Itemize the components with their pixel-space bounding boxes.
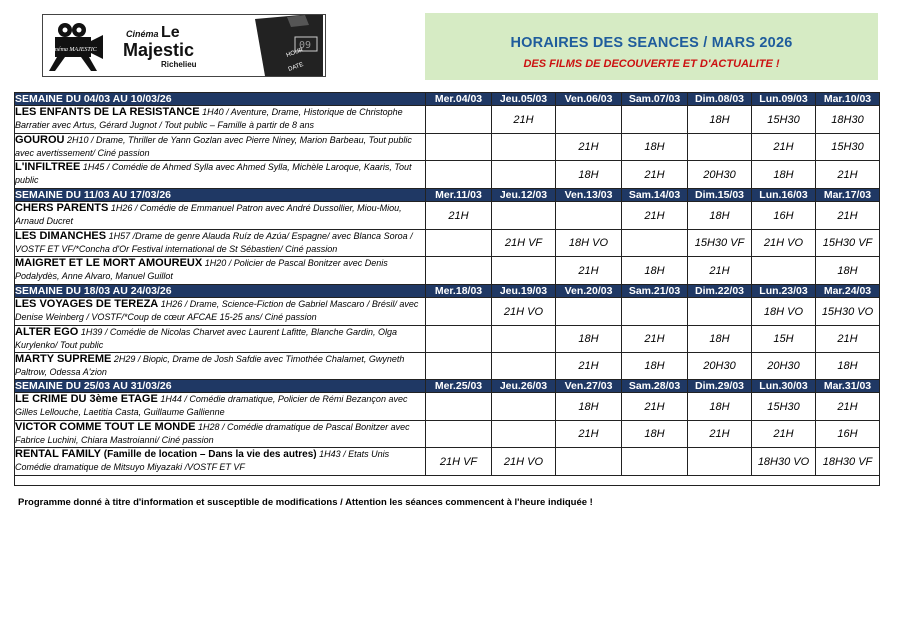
showtime-cell: 21H VF [492, 230, 556, 257]
showtime-cell: 16H [816, 421, 880, 448]
day-header: Sam.21/03 [622, 285, 688, 298]
showtime-cell [556, 448, 622, 476]
showtime-cell: 21H [622, 393, 688, 421]
showtime-cell: 15H30 [752, 106, 816, 134]
showtime-cell [426, 393, 492, 421]
film-row [15, 134, 880, 161]
showtime-cell [492, 161, 556, 189]
film-title: GOUROU [15, 134, 65, 146]
showtime-cell: 21H [492, 106, 556, 134]
film-title: CHERS PARENTS [15, 202, 109, 214]
showtime-cell: 21H [622, 326, 688, 353]
showtime-cell: 18H [688, 393, 752, 421]
showtime-cell: 18H [688, 326, 752, 353]
week-label: SEMAINE DU 25/03 AU 31/03/26 [15, 380, 426, 393]
showtime-cell: 21H [556, 353, 622, 380]
day-header: Lun.09/03 [752, 93, 816, 106]
reel-text: Cinéma MAJESTIC [49, 47, 97, 53]
showtime-cell: 21H [622, 161, 688, 189]
showtime-cell: 15H30 [816, 134, 880, 161]
showtime-cell: 20H30 [688, 353, 752, 380]
film-info [15, 353, 426, 380]
film-info [15, 393, 426, 421]
week-header-row [15, 93, 880, 106]
day-header: Lun.23/03 [752, 285, 816, 298]
footer-note: Programme donné à titre d'information et susceptible de modifications / Attention les séances commencent à l'heure indiquée ! [18, 497, 593, 508]
showtime-cell: 18H [622, 353, 688, 380]
film-info [15, 106, 426, 134]
showtime-cell [426, 230, 492, 257]
showtime-cell: 18H30 VO [752, 448, 816, 476]
showtime-cell [622, 298, 688, 326]
day-header: Ven.06/03 [556, 93, 622, 106]
film-title: LES DIMANCHES [15, 230, 107, 242]
brand-le: Le [161, 24, 180, 41]
showtime-cell: 21H VO [752, 230, 816, 257]
film-info [15, 421, 426, 448]
showtime-cell: 20H30 [688, 161, 752, 189]
showtime-cell [426, 106, 492, 134]
film-subtitle: (Famille de location – Dans la vie des autres) [100, 449, 317, 460]
film-row [15, 257, 880, 285]
svg-text:DATE: DATE [287, 61, 305, 73]
showtime-cell: 18H [622, 257, 688, 285]
film-info [15, 448, 426, 476]
film-row [15, 421, 880, 448]
day-header: Jeu.12/03 [492, 189, 556, 202]
film-description: 1H39 / Comédie de Nicolas Charvet avec Laurent Lafitte, Blanche Gardin, Olga Kurylenko/ Tout public [15, 327, 398, 350]
showtime-cell: 21H VF [426, 448, 492, 476]
day-header: Mar.17/03 [816, 189, 880, 202]
day-header: Sam.14/03 [622, 189, 688, 202]
day-header: Jeu.05/03 [492, 93, 556, 106]
week-label: SEMAINE DU 18/03 AU 24/03/26 [15, 285, 426, 298]
film-description: 1H45 / Comédie de Ahmed Sylla avec Ahmed Sylla, Michèle Laroque, Kaaris, Tout public [15, 162, 412, 185]
film-title: ALTER EGO [15, 326, 79, 338]
film-description: 1H43 / Etats Unis Comédie dramatique de Mitsuyo Miyazaki /VOSTF ET VF [15, 449, 390, 472]
film-title: RENTAL FAMILY [15, 448, 101, 460]
showtime-cell [492, 134, 556, 161]
film-info [15, 230, 426, 257]
day-header: Ven.20/03 [556, 285, 622, 298]
film-title: MARTY SUPREME [15, 353, 112, 365]
cinema-logo [42, 14, 326, 77]
film-title: VICTOR COMME TOUT LE MONDE [15, 421, 196, 433]
showtime-cell: 18H [556, 393, 622, 421]
showtime-cell: 18H [816, 353, 880, 380]
film-row [15, 298, 880, 326]
schedule-table [14, 92, 880, 486]
showtime-cell: 21H [752, 134, 816, 161]
showtime-cell: 18H [556, 326, 622, 353]
day-header: Jeu.19/03 [492, 285, 556, 298]
film-description: 1H20 / Policier de Pascal Bonitzer avec Denis Podalydès, Anne Alvaro, Manuel Guillot [15, 258, 388, 281]
week-label: SEMAINE DU 11/03 AU 17/03/26 [15, 189, 426, 202]
showtime-cell [426, 134, 492, 161]
day-header: Dim.22/03 [688, 285, 752, 298]
day-header: Lun.30/03 [752, 380, 816, 393]
film-info [15, 134, 426, 161]
page-title: HORAIRES DES SEANCES / MARS 2026 [510, 35, 793, 51]
film-row [15, 202, 880, 230]
showtime-cell: 18H [688, 106, 752, 134]
film-title: MAIGRET ET LE MORT AMOUREUX [15, 257, 203, 269]
showtime-cell: 20H30 [752, 353, 816, 380]
day-header: Lun.16/03 [752, 189, 816, 202]
showtime-cell: 21H [816, 161, 880, 189]
film-description: 1H28 / Comédie dramatique de Pascal Bonitzer avec Fabrice Luchini, Chiara Mastroianni/ Ciné passion [15, 422, 410, 445]
week-header-row [15, 380, 880, 393]
film-row [15, 106, 880, 134]
showtime-cell: 21H [816, 326, 880, 353]
blank-row [15, 476, 880, 486]
showtime-cell: 18H [622, 421, 688, 448]
film-title: L'INFILTREE [15, 161, 81, 173]
film-row [15, 448, 880, 476]
day-header: Ven.13/03 [556, 189, 622, 202]
showtime-cell [426, 421, 492, 448]
day-header: Sam.07/03 [622, 93, 688, 106]
showtime-cell: 18H VO [556, 230, 622, 257]
showtime-cell [556, 298, 622, 326]
showtime-cell [622, 448, 688, 476]
showtime-cell: 21H [426, 202, 492, 230]
film-description: 2H10 / Drame, Thriller de Yann Gozlan avec Pierre Niney, Marion Barbeau, Tout public avec avertissement/ Ciné passion [15, 135, 412, 158]
day-header: Jeu.26/03 [492, 380, 556, 393]
showtime-cell: 18H [556, 161, 622, 189]
showtime-cell [426, 326, 492, 353]
showtime-cell [492, 393, 556, 421]
showtime-cell: 21H VO [492, 298, 556, 326]
film-description: 1H40 / Aventure, Drame, Historique de Christophe Barratier avec Artus, Gérard Jugnot / Tout public – Famille à partir de 8 ans [15, 107, 403, 130]
page-subtitle: DES FILMS DE DECOUVERTE ET D'ACTUALITE ! [523, 58, 780, 70]
showtime-cell: 18H VO [752, 298, 816, 326]
film-info [15, 202, 426, 230]
film-row [15, 353, 880, 380]
day-header: Mer.11/03 [426, 189, 492, 202]
showtime-cell: 15H30 VO [816, 298, 880, 326]
showtime-cell: 15H30 [752, 393, 816, 421]
film-description: 1H57 /Drame de genre Alauda Ruíz de Azúa/ Espagne/ avec Blanca Soroa / VOSTF ET VF/*Concha d'Or Festival international de St Sébastien/ Ciné passion [15, 231, 413, 254]
showtime-cell: 21H VO [492, 448, 556, 476]
showtime-cell [688, 448, 752, 476]
film-description: 1H26 / Comédie de Emmanuel Patron avec André Dussollier, Miou-Miou, Arnaud Ducret [15, 203, 402, 226]
day-header: Mer.18/03 [426, 285, 492, 298]
showtime-cell: 21H [688, 257, 752, 285]
showtime-cell [752, 257, 816, 285]
showtime-cell [492, 421, 556, 448]
blank-cell [15, 476, 880, 486]
showtime-cell [688, 298, 752, 326]
showtime-cell: 21H [688, 421, 752, 448]
week-header-row [15, 189, 880, 202]
showtime-cell: 21H [816, 393, 880, 421]
showtime-cell: 21H [556, 421, 622, 448]
day-header: Mar.10/03 [816, 93, 880, 106]
showtime-cell [622, 106, 688, 134]
header-banner [425, 13, 878, 80]
showtime-cell: 18H [622, 134, 688, 161]
showtime-cell [426, 298, 492, 326]
film-row [15, 161, 880, 189]
film-description: 2H29 / Biopic, Drame de Josh Safdie avec Timothée Chalamet, Gwyneth Paltrow, Odessa A'zion [15, 354, 405, 377]
svg-text:HOUR: HOUR [285, 47, 305, 59]
film-title: LE CRIME DU 3ème ETAGE [15, 393, 158, 405]
film-row [15, 230, 880, 257]
brand-main: Majestic [123, 40, 195, 60]
film-title: LES ENFANTS DE LA RESISTANCE [15, 106, 200, 118]
day-header: Dim.29/03 [688, 380, 752, 393]
showtime-cell [492, 353, 556, 380]
day-header: Dim.15/03 [688, 189, 752, 202]
film-description: 1H44 / Comédie dramatique, Policier de Rémi Bezançon avec Gilles Lellouche, Laetitia Casta, Guillaume Gallienne [15, 394, 408, 417]
film-description: 1H26 / Drame, Science-Fiction de Gabriel Mascaro / Brésil/ avec Denise Weinberg / VOSTF/*Coup de cœur AFCAE 15-25 ans/ Ciné passion [15, 299, 419, 322]
showtime-cell [492, 202, 556, 230]
showtime-cell [556, 202, 622, 230]
film-row [15, 326, 880, 353]
svg-text:09: 09 [299, 40, 312, 51]
showtime-cell: 15H30 VF [816, 230, 880, 257]
showtime-cell: 16H [752, 202, 816, 230]
showtime-cell [556, 106, 622, 134]
showtime-cell [492, 326, 556, 353]
showtime-cell: 15H30 VF [688, 230, 752, 257]
film-info [15, 326, 426, 353]
film-info [15, 298, 426, 326]
day-header: Ven.27/03 [556, 380, 622, 393]
showtime-cell [492, 257, 556, 285]
clapperboard-icon [255, 15, 323, 76]
showtime-cell: 21H [556, 257, 622, 285]
showtime-cell [622, 230, 688, 257]
brand-small: Cinéma [126, 29, 159, 39]
showtime-cell: 15H [752, 326, 816, 353]
film-title: LES VOYAGES DE TEREZA [15, 298, 159, 310]
day-header: Mer.04/03 [426, 93, 492, 106]
showtime-cell: 18H [688, 202, 752, 230]
showtime-cell: 21H [752, 421, 816, 448]
showtime-cell: 21H [816, 202, 880, 230]
showtime-cell: 21H [556, 134, 622, 161]
showtime-cell: 18H30 [816, 106, 880, 134]
week-label: SEMAINE DU 04/03 AU 10/03/26 [15, 93, 426, 106]
showtime-cell: 18H [816, 257, 880, 285]
showtime-cell [688, 134, 752, 161]
film-row [15, 393, 880, 421]
day-header: Mer.25/03 [426, 380, 492, 393]
showtime-cell: 18H [752, 161, 816, 189]
showtime-cell: 21H [622, 202, 688, 230]
film-info [15, 257, 426, 285]
showtime-cell [426, 257, 492, 285]
showtime-cell [426, 161, 492, 189]
week-header-row [15, 285, 880, 298]
day-header: Dim.08/03 [688, 93, 752, 106]
showtime-cell: 18H30 VF [816, 448, 880, 476]
brand-city: Richelieu [161, 60, 197, 69]
showtime-cell [426, 353, 492, 380]
day-header: Sam.28/03 [622, 380, 688, 393]
film-info [15, 161, 426, 189]
day-header: Mar.31/03 [816, 380, 880, 393]
day-header: Mar.24/03 [816, 285, 880, 298]
